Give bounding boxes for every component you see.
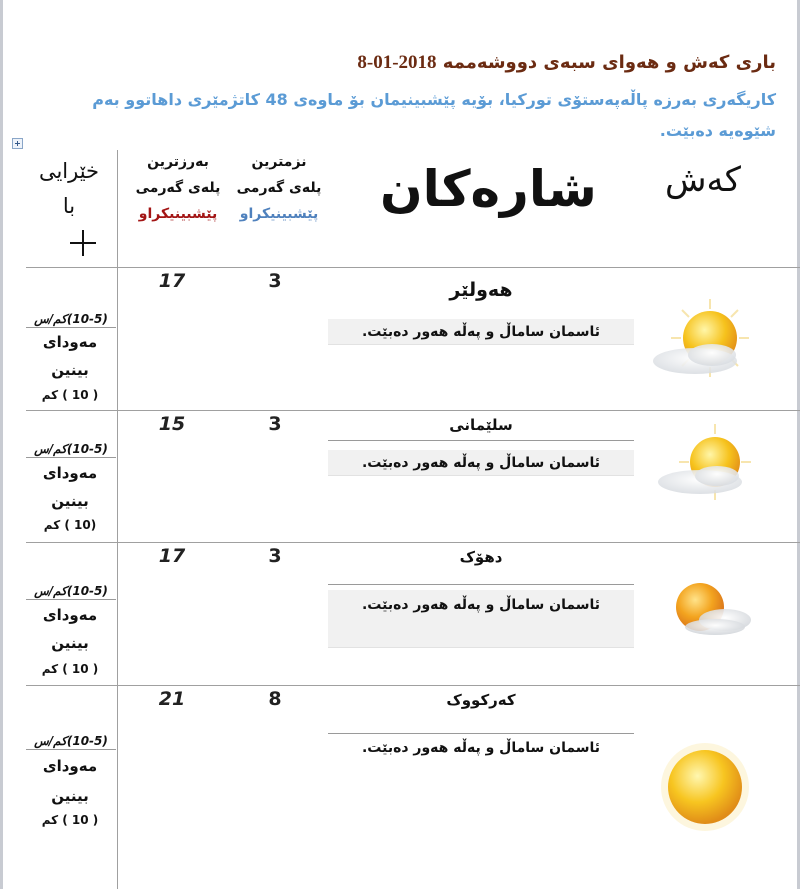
max-temp-label-2: پلەی گەرمی [135, 180, 221, 196]
visibility-label-1: مەودای [42, 757, 98, 775]
page-subtitle: کاریگەری بەرزە پاڵەپەستۆی تورکیا، بۆیە پێشبینیمان بۆ ماوەی 48 کاتژمێری داهاتوو بەم شێوەیە دەبێت. [92, 90, 776, 140]
visibility-label-1: مەودای [42, 333, 98, 351]
sun-cloud-icon [655, 572, 755, 652]
column-header-wind [34, 154, 104, 224]
wind-speed: (10-5)کم/س [34, 584, 108, 598]
visibility-km: (10 ) کم [43, 518, 97, 532]
max-temp: 17 [158, 270, 186, 292]
wind-label-2: با [62, 194, 76, 218]
min-temp: 8 [268, 688, 282, 710]
sun-cloud-icon [640, 293, 755, 393]
min-temp-label-1: نزمترین [251, 154, 307, 170]
row-divider [26, 685, 800, 686]
max-temp: 21 [158, 688, 186, 710]
min-temp-label-2: پلەی گەرمی [236, 180, 322, 196]
plus-icon[interactable] [70, 230, 96, 256]
visibility-km: ( 10 ) کم [41, 662, 99, 676]
visibility-km: ( 10 ) کم [41, 813, 99, 827]
city-underline [328, 584, 634, 585]
city-underline [328, 440, 634, 441]
city-name: سلێمانی [449, 416, 513, 434]
row-divider [26, 410, 800, 411]
max-temp-label-1: بەرزترین [147, 154, 209, 170]
weather-description: ئاسمان ساماڵ و پەڵە هەور دەبێت. [328, 590, 634, 648]
column-header-max-temp [124, 149, 232, 227]
page-title-date: 2018-01-8 [357, 52, 437, 73]
weather-description: ئاسمان ساماڵ و پەڵە هەور دەبێت. [328, 319, 634, 345]
wind-underline [26, 749, 116, 750]
min-temp: 3 [268, 270, 282, 292]
max-temp: 15 [158, 413, 186, 435]
page-title-text: باری کەش و هەوای سبەی دووشەممە [442, 52, 776, 73]
city-name: دهۆک [459, 548, 503, 566]
min-temp: 3 [268, 413, 282, 435]
row-divider [26, 542, 800, 543]
row-divider [26, 267, 800, 268]
expand-table-icon[interactable] [12, 138, 23, 149]
sun-cloud-icon [645, 420, 755, 510]
city-underline [328, 733, 634, 734]
visibility-label-1: مەودای [42, 464, 98, 482]
wind-speed: (10-5)کم/س [34, 734, 108, 748]
visibility-label-2: بینین [51, 492, 89, 510]
column-divider [117, 150, 118, 889]
city-name: هەولێر [449, 279, 513, 301]
max-temp: 17 [158, 545, 186, 567]
wind-label-1: خێرایی [38, 159, 100, 183]
weather-description: ئاسمان ساماڵ و پەڵە هەور دەبێت. [361, 740, 601, 756]
sun-icon [655, 737, 755, 837]
window-frame-left [0, 0, 3, 889]
column-header-min-temp [225, 149, 333, 227]
wind-speed: (10-5)کم/س [34, 442, 108, 456]
max-temp-label-3: پێشبینیکراو [138, 206, 218, 222]
min-temp-label-3: پێشبینیکراو [239, 206, 319, 222]
visibility-km: ( 10 ) کم [41, 388, 99, 402]
min-temp: 3 [268, 545, 282, 567]
visibility-label-2: بینین [51, 361, 89, 379]
visibility-label-2: بینین [51, 787, 89, 805]
column-header-weather: کەش [665, 160, 741, 200]
visibility-label-1: مەودای [42, 606, 98, 624]
city-name: کەرکووک [446, 691, 516, 709]
page-title [357, 52, 776, 74]
weather-description: ئاسمان ساماڵ و پەڵە هەور دەبێت. [328, 450, 634, 476]
wind-speed: (10-5)کم/س [34, 312, 108, 326]
visibility-label-2: بینین [51, 634, 89, 652]
column-header-cities: شارەکان [380, 160, 597, 218]
